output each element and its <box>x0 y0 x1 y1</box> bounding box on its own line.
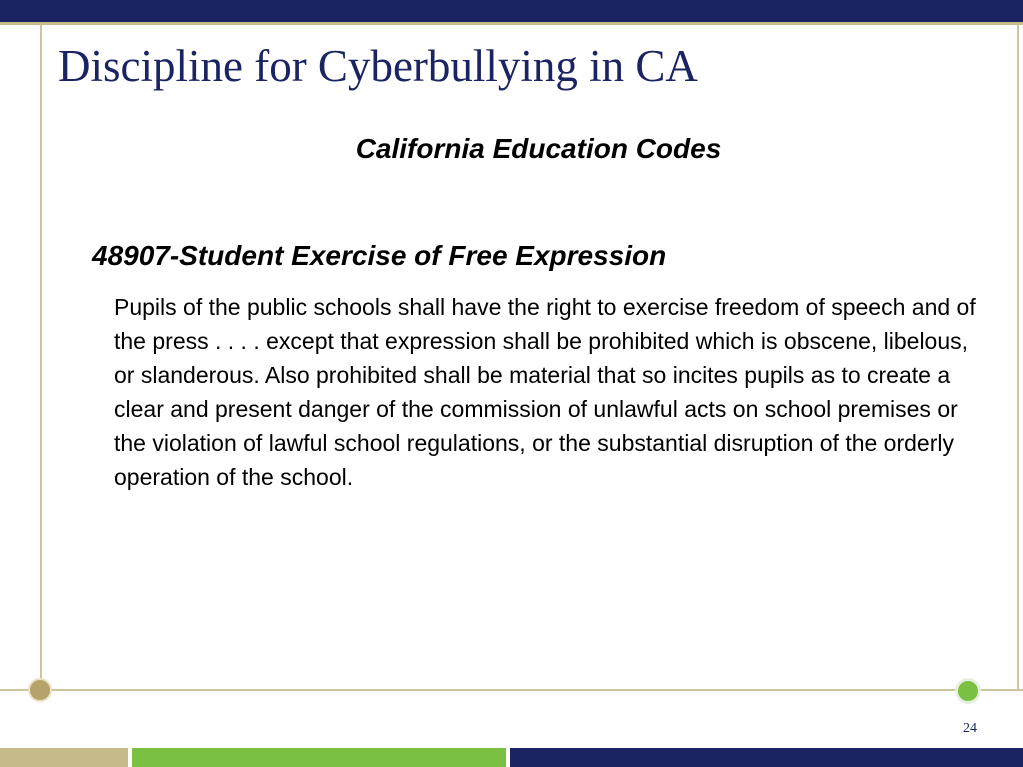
section-heading: 48907-Student Exercise of Free Expression <box>92 240 667 271</box>
right-corner-dot <box>955 678 981 704</box>
left-corner-dot <box>28 678 52 702</box>
footer-strip-tan <box>0 748 128 767</box>
slide-title: Discipline for Cyberbullying in CA <box>58 41 698 91</box>
footer-strip-green <box>132 748 506 767</box>
left-frame-line <box>40 25 42 685</box>
top-header-bar <box>0 0 1023 22</box>
page-number: 24 <box>963 721 977 736</box>
top-accent-rule <box>0 22 1023 25</box>
slide-subtitle: California Education Codes <box>355 133 722 164</box>
bottom-frame-line <box>0 689 1023 691</box>
right-frame-line <box>1017 25 1019 690</box>
body-paragraph: Pupils of the public schools shall have the right to exercise freedom of speech and of the press . . . . except that expression shall be prohibited which is obscene, libelous, or slanderous. Also prohibited shall be material that so incites pupils as to create a clear and present danger of the commission of unlawful acts on school premises or the violation of lawful school regulations, or the substantial disruption of the orderly operation of the school. <box>114 294 976 490</box>
footer-strip-navy <box>510 748 1023 767</box>
